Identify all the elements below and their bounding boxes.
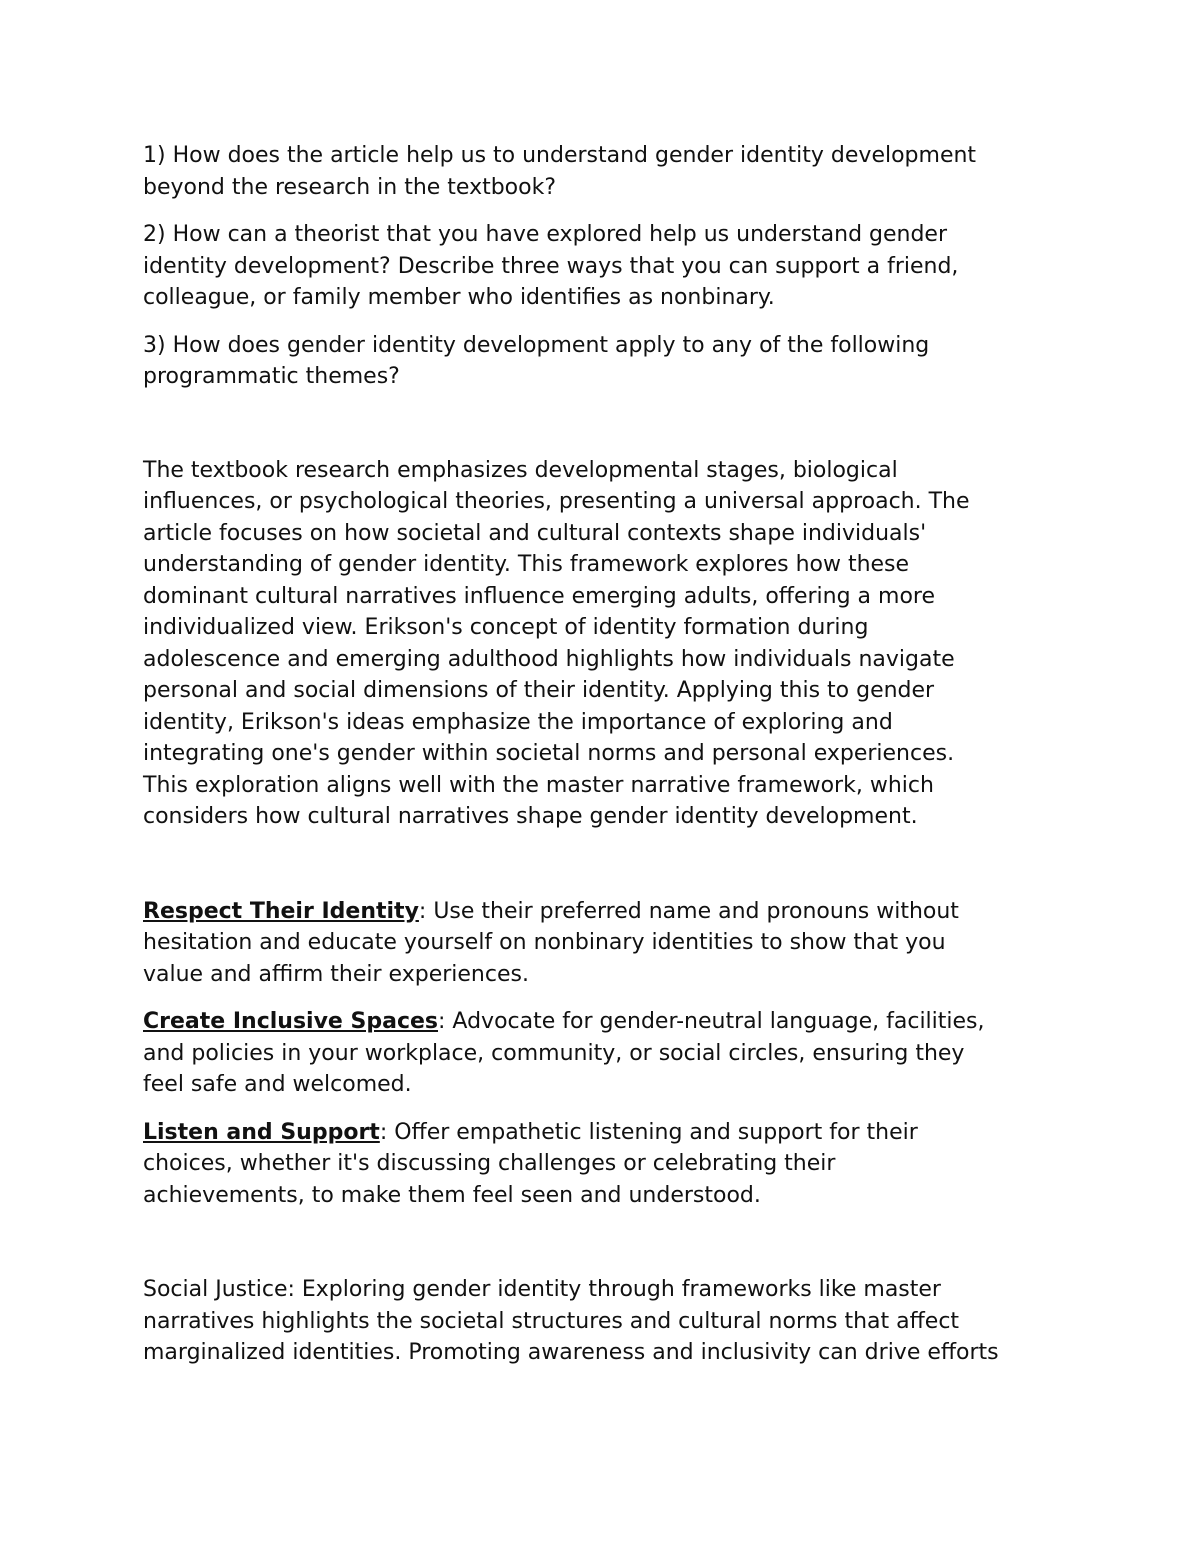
- text-line: identity development? Describe three ways that you can support a friend,: [143, 253, 959, 279]
- text-line: The textbook research emphasizes developmental stages, biological: [143, 457, 898, 483]
- text-line: integrating one's gender within societal norms and personal experiences.: [143, 741, 955, 766]
- text-line: [143, 1006, 1073, 1038]
- text-line: influences, or psychological theories, presenting a universal approach. The: [143, 489, 970, 514]
- text-line: feel safe and welcomed.: [143, 1072, 412, 1097]
- support-term: Create Inclusive Spaces: [143, 1009, 439, 1034]
- support-text: : Use their preferred name and pronouns without: [418, 898, 959, 924]
- themes-paragraph: [143, 1274, 1073, 1369]
- support-text: : Advocate for gender-neutral language, facilities,: [438, 1009, 985, 1034]
- text-line: choices, whether it's discussing challenges or celebrating their: [143, 1151, 836, 1176]
- support-item-inclusive-spaces: [143, 1006, 1073, 1101]
- text-line: 2) How can a theorist that you have explored help us understand gender: [143, 222, 948, 247]
- support-item-listen: [143, 1117, 1073, 1212]
- text-line: considers how cultural narratives shape gender identity development.: [143, 804, 918, 829]
- text-line: marginalized identities. Promoting awareness and inclusivity can drive efforts: [143, 1340, 999, 1365]
- answer-paragraph: [143, 455, 1073, 833]
- text-line: 1) How does the article help us to understand gender identity development: [143, 143, 977, 168]
- question-1: [143, 140, 1073, 203]
- text-line: understanding of gender identity. This framework explores how these: [143, 552, 910, 577]
- text-line: adolescence and emerging adulthood highlights how individuals navigate: [143, 646, 955, 672]
- support-text: : Offer empathetic listening and support for their: [379, 1119, 918, 1145]
- text-line: beyond the research in the textbook?: [143, 174, 557, 200]
- text-line: [143, 1117, 1073, 1149]
- text-line: value and affirm their experiences.: [143, 961, 529, 987]
- document-page: [143, 140, 1073, 1369]
- support-term: Respect Their Identity: [143, 898, 419, 924]
- support-term: Listen and Support: [143, 1119, 380, 1145]
- text-line: article focuses on how societal and cultural contexts shape individuals': [143, 520, 927, 546]
- text-line: 3) How does gender identity development apply to any of the following: [143, 332, 930, 358]
- text-line: colleague, or family member who identifies as nonbinary.: [143, 285, 775, 310]
- text-line: Social Justice: Exploring gender identity through frameworks like master: [143, 1277, 941, 1302]
- text-line: programmatic themes?: [143, 364, 400, 389]
- support-item-respect: [143, 896, 1073, 991]
- text-line: This exploration aligns well with the master narrative framework, which: [143, 772, 934, 798]
- text-line: narratives highlights the societal structures and cultural norms that affect: [143, 1308, 960, 1334]
- text-line: [143, 896, 1073, 928]
- text-line: dominant cultural narratives influence emerging adults, offering a more: [143, 583, 936, 609]
- question-2: [143, 219, 1073, 314]
- text-line: hesitation and educate yourself on nonbinary identities to show that you: [143, 930, 946, 955]
- question-3: [143, 330, 1073, 393]
- text-line: personal and social dimensions of their identity. Applying this to gender: [143, 678, 935, 703]
- text-line: identity, Erikson's ideas emphasize the importance of exploring and: [143, 709, 893, 735]
- text-line: achievements, to make them feel seen and understood.: [143, 1182, 761, 1208]
- text-line: and policies in your workplace, community, or social circles, ensuring they: [143, 1040, 965, 1066]
- text-line: individualized view. Erikson's concept of identity formation during: [143, 615, 869, 640]
